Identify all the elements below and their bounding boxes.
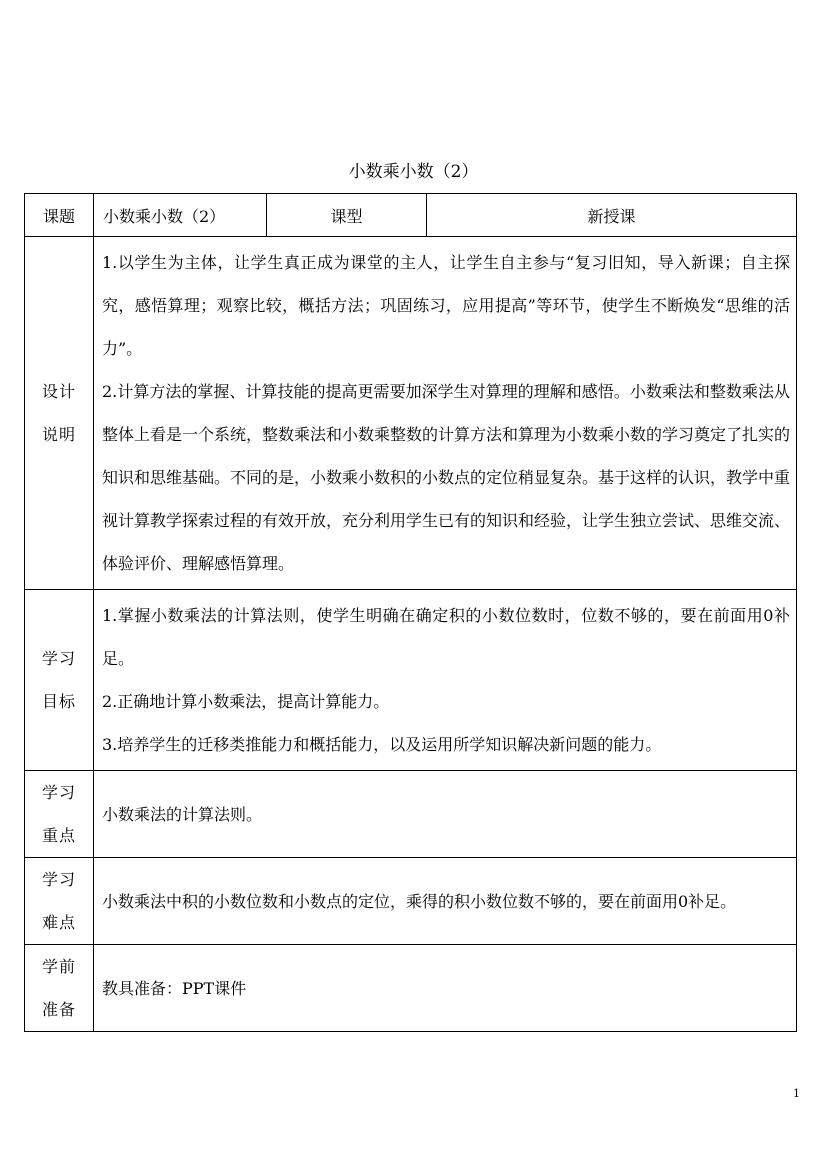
learning-goals-label (25, 590, 94, 771)
header-row (25, 194, 797, 237)
difficulties-row (25, 858, 797, 945)
preparation-row (25, 945, 797, 1032)
design-notes-label (25, 237, 94, 590)
type-value: 新授课 (427, 194, 797, 237)
learning-goal-item: 2.正确地计算小数乘法，提高计算能力。 (102, 692, 390, 711)
difficulties-label (25, 858, 94, 945)
preparation-text: 教具准备：PPT课件 (102, 978, 247, 998)
learning-goal-item: 1.掌握小数乘法的计算法则，使学生明确在确定积的小数位数时，位数不够的，要在前面用0补足。 (102, 606, 790, 668)
key-points-label (25, 771, 94, 858)
topic-label: 课题 (25, 194, 94, 237)
learning-goal-item: 3.培养学生的迁移类推能力和概括能力，以及运用所学知识解决新问题的能力。 (102, 735, 662, 754)
design-notes-label-line1: 设计 (41, 382, 76, 401)
preparation-label-line1: 学前 (41, 957, 76, 976)
key-points-content (94, 771, 797, 858)
preparation-content (94, 945, 797, 1032)
design-notes-row (25, 237, 797, 590)
design-notes-paragraph: 2.计算方法的掌握、计算技能的提高更需要加深学生对算理的理解和感悟。小数乘法和整数乘法从整体上看是一个系统，整数乘法和小数乘整数的计算方法和算理为小数乘小数的学习奠定了扎实的知识和思维基础。不同的是，小数乘小数积的小数点的定位稍显复杂。基于这样的认识，教学中重视计算教学探索过程的有效开放，充分利用学生已有的知识和经验，让学生独立尝试、思维交流、体验评价、理解感悟算理。 (102, 382, 791, 573)
difficulties-content (94, 858, 797, 945)
design-notes-label-line2: 说明 (41, 425, 76, 444)
difficulties-label-line1: 学习 (41, 870, 76, 889)
key-points-row (25, 771, 797, 858)
learning-goals-label-line1: 学习 (41, 649, 76, 668)
key-points-text: 小数乘法的计算法则。 (102, 804, 263, 824)
difficulties-label-line2: 难点 (41, 913, 76, 932)
key-points-label-line1: 学习 (41, 783, 76, 802)
preparation-label-line2: 准备 (41, 1000, 76, 1019)
lesson-plan-table (24, 193, 797, 1032)
document-title: 小数乘小数（2） (348, 162, 479, 182)
difficulties-text: 小数乘法中积的小数位数和小数点的定位，乘得的积小数位数不够的，要在前面用0补足。 (102, 891, 737, 911)
preparation-label (25, 945, 94, 1032)
topic-value: 小数乘小数（2） (94, 194, 267, 237)
learning-goals-label-line2: 目标 (41, 692, 76, 711)
type-label: 课型 (267, 194, 427, 237)
learning-goals-row (25, 590, 797, 771)
design-notes-content (94, 237, 797, 590)
learning-goals-content (94, 590, 797, 771)
key-points-label-line2: 重点 (41, 826, 76, 845)
page-number: 1 (793, 1087, 800, 1100)
design-notes-paragraph: 1.以学生为主体，让学生真正成为课堂的主人，让学生自主参与“复习旧知，导入新课；自主探究，感悟算理；观察比较，概括方法；巩固练习，应用提高”等环节，使学生不断焕发“思维的活力”。 (102, 253, 790, 358)
